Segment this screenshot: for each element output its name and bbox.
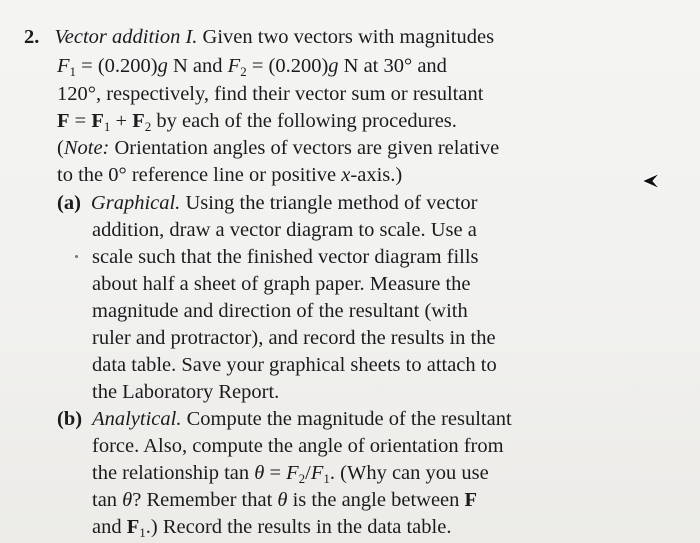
note-paren: ( — [57, 137, 64, 159]
x-symbol: x — [341, 164, 351, 186]
f1-value: = (0.200) — [76, 55, 158, 77]
f2-subscript: 2 — [240, 64, 247, 79]
part-b-line-1 — [57, 406, 512, 432]
intro-line-4 — [57, 108, 457, 134]
equals: = — [264, 462, 287, 484]
note-label: Note: — [63, 137, 110, 159]
note-line-2 — [57, 162, 402, 188]
part-b-text: Compute the magnitude of the resultant — [181, 408, 512, 430]
f2-symbol: F — [227, 55, 241, 77]
part-a-text: Using the triangle method of vector — [180, 192, 478, 214]
g-symbol: g — [328, 55, 339, 77]
theta-symbol: θ — [122, 489, 133, 511]
plus: + — [110, 110, 133, 132]
part-a-line-1 — [57, 190, 477, 216]
part-a-line-4: about half a sheet of graph paper. Measure the — [92, 273, 471, 295]
theta-symbol: θ — [254, 462, 265, 484]
part-a-title: Graphical. — [90, 192, 181, 214]
note-text-2: to the 0° reference line or positive — [57, 164, 342, 186]
equals: = — [69, 110, 92, 132]
part-a-line-7: data table. Save your graphical sheets to attach to — [92, 354, 497, 376]
tan-text: tan — [92, 489, 123, 511]
vector-f2-subscript: 2 — [144, 119, 152, 134]
and-text: and — [92, 516, 127, 538]
f2-unit: N at 30° and — [338, 55, 447, 77]
problem-title: Vector addition I. — [54, 26, 198, 48]
part-a-line-5: magnitude and direction of the resultant (with — [92, 300, 468, 322]
problem-number: 2. — [24, 26, 40, 48]
f2-value: = (0.200) — [246, 55, 329, 77]
f2-symbol: F — [286, 462, 299, 484]
intro-line-4-rest: by each of the following procedures. — [151, 110, 457, 132]
intro-line-1: Given two vectors with magnitudes — [197, 26, 495, 48]
g-symbol: g — [157, 55, 168, 77]
part-b-line-5 — [92, 514, 451, 540]
intro-line-2 — [57, 53, 447, 79]
part-b-label: (b) — [57, 408, 83, 430]
vector-f2: F — [132, 110, 145, 132]
part-b-title: Analytical. — [92, 408, 182, 430]
resultant-symbol: F — [57, 110, 70, 132]
part-a-line-6: ruler and protractor), and record the results in the — [92, 327, 496, 349]
part-b-line-3-rest: . (Why can you use — [329, 462, 489, 484]
note-text-3: -axis.) — [350, 164, 403, 186]
part-b-line-3 — [92, 460, 489, 486]
f2-subscript: 2 — [298, 471, 306, 486]
part-a-label: (a) — [57, 192, 81, 214]
f1-unit: N and — [167, 55, 228, 77]
vector-f1-subscript: 1 — [103, 119, 111, 134]
note-text: Orientation angles of vectors are given relative — [109, 137, 500, 159]
vector-f: F — [464, 489, 478, 511]
vector-f1: F — [126, 516, 140, 538]
part-b-line-4-mid: ? Remember that — [132, 489, 278, 511]
theta-symbol: θ — [277, 489, 288, 511]
f1-subscript: 1 — [69, 64, 77, 79]
part-a-line-3: scale such that the finished vector diagram fills — [92, 246, 479, 268]
tan-text: the relationship tan — [92, 462, 255, 484]
intro-line-3: 120°, respectively, find their vector sum or resultant — [57, 83, 484, 105]
part-a-line-2: addition, draw a vector diagram to scale. Use a — [92, 219, 477, 241]
cursor-arrow-icon — [640, 170, 662, 192]
note-line — [57, 135, 499, 161]
part-b-line-5-rest: .) Record the results in the data table. — [145, 516, 452, 538]
slash: / — [305, 462, 311, 484]
f1-symbol: F — [57, 55, 70, 77]
part-a-line-8: the Laboratory Report. — [92, 381, 280, 403]
f1-subscript: 1 — [323, 471, 330, 486]
part-b-line-2: force. Also, compute the angle of orientation from — [92, 435, 504, 457]
part-b-line-4-rest: is the angle between — [287, 489, 465, 511]
vector-f1: F — [91, 110, 104, 132]
problem-heading — [24, 24, 494, 50]
part-b-line-4 — [92, 487, 477, 513]
vector-f1-subscript: 1 — [139, 525, 146, 540]
f1-symbol: F — [310, 462, 324, 484]
stray-mark — [75, 255, 78, 258]
